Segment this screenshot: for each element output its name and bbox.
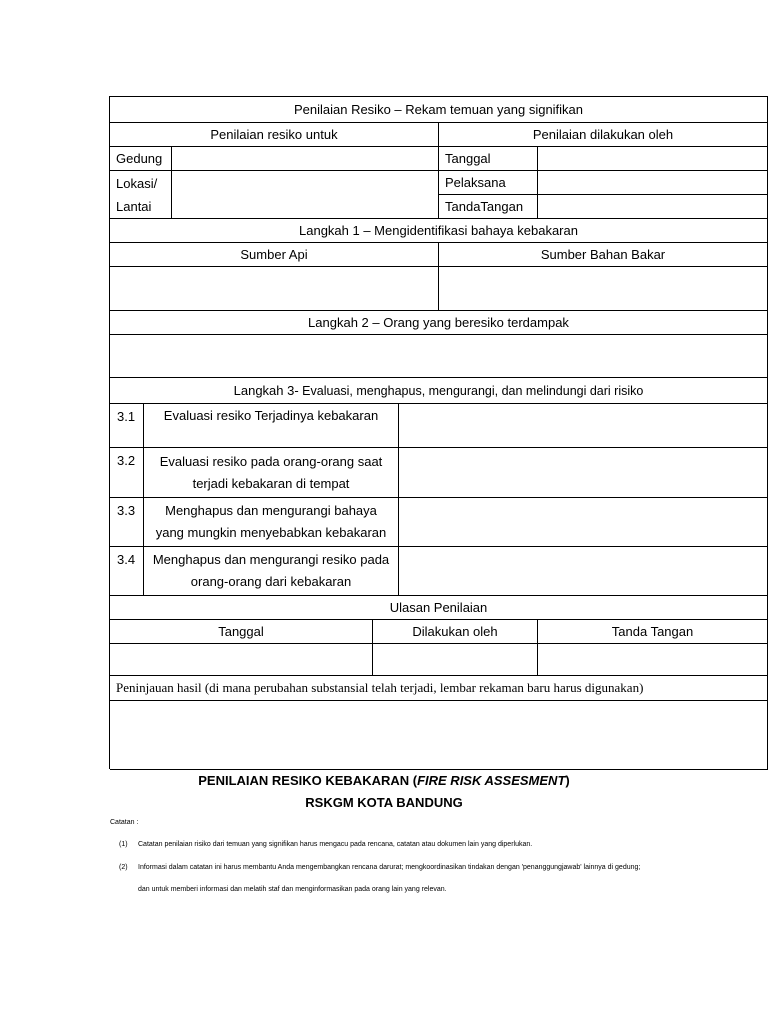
document-subtitle: RSKGM KOTA BANDUNG: [305, 795, 463, 810]
date-field[interactable]: [538, 147, 768, 171]
item-number: 3.3: [110, 498, 144, 547]
note-2-text: Informasi dalam catatan ini harus membantu Anda mengembangkan rencana darurat; mengkoordinasikan tindakan dengan 'penanggungjawab' lainnya di gedung;: [138, 864, 641, 871]
assessed-by-label: Penilaian dilakukan oleh: [439, 123, 768, 147]
location-label-line2: Lantai: [116, 199, 152, 214]
fuel-sources-label: Sumber Bahan Bakar: [439, 243, 768, 267]
note-1-number: (1): [119, 841, 128, 848]
item-text: Menghapus dan mengurangi resiko pada orang-orang dari kebakaran: [144, 547, 399, 596]
item-text: Evaluasi resiko Terjadinya kebakaran: [144, 404, 399, 448]
step3-prefix: Langkah 3-: [233, 382, 299, 398]
note-1-text: Catatan penilaian risiko dari temuan yang signifikan harus mengacu pada rencana, catatan atau dokumen lain yang diperlukan.: [138, 841, 533, 848]
location-label: [110, 171, 172, 219]
title-suffix: ): [565, 773, 570, 788]
item-number: 3.1: [110, 404, 144, 448]
item-answer-field[interactable]: [399, 498, 768, 547]
executor-field[interactable]: [538, 171, 768, 195]
item-number: 3.4: [110, 547, 144, 596]
building-field[interactable]: [172, 147, 439, 171]
review-title: Ulasan Penilaian: [110, 596, 768, 620]
ignition-sources-label: Sumber Api: [110, 243, 439, 267]
signature-field[interactable]: [538, 195, 768, 219]
fuel-sources-field[interactable]: [439, 267, 768, 311]
step3-text: Evaluasi, menghapus, mengurangi, dan melindungi dari risiko: [298, 383, 644, 398]
review-sign-field[interactable]: [538, 644, 768, 676]
notes-heading: Catatan :: [110, 819, 139, 826]
title-italic: FIRE RISK ASSESMENT: [417, 773, 566, 788]
ignition-sources-field[interactable]: [110, 267, 439, 311]
review-date-label: Tanggal: [110, 620, 373, 644]
executor-label: Pelaksana: [439, 171, 538, 195]
note-2-number: (2): [119, 864, 128, 871]
people-at-risk-field[interactable]: [110, 335, 768, 378]
item-text: Evaluasi resiko pada orang-orang saat terjadi kebakaran di tempat: [144, 448, 399, 498]
item-text: Menghapus dan mengurangi bahaya yang mungkin menyebabkan kebakaran: [144, 498, 399, 547]
step2-title: Langkah 2 – Orang yang beresiko terdampak: [110, 311, 768, 335]
form-header: Penilaian Resiko – Rekam temuan yang signifikan: [110, 97, 768, 123]
note-2-continuation: dan untuk memberi informasi dan melatih staf dan menginformasikan pada orang lain yang relevan.: [138, 886, 447, 893]
location-label-line1: Lokasi/: [116, 176, 158, 191]
review-sign-label: Tanda Tangan: [538, 620, 768, 644]
review-by-label: Dilakukan oleh: [373, 620, 538, 644]
item-answer-field[interactable]: [399, 547, 768, 596]
location-field[interactable]: [172, 171, 439, 219]
item-number: 3.2: [110, 448, 144, 498]
building-label: Gedung: [110, 147, 172, 171]
review-date-field[interactable]: [110, 644, 373, 676]
step3-title: [110, 378, 768, 404]
review-note: Peninjauan hasil (di mana perubahan substansial telah terjadi, lembar rekaman baru harus digunakan): [110, 676, 768, 701]
item-answer-field[interactable]: [399, 404, 768, 448]
date-label: Tanggal: [439, 147, 538, 171]
assessment-for-label: Penilaian resiko untuk: [110, 123, 439, 147]
review-by-field[interactable]: [373, 644, 538, 676]
review-result-field[interactable]: [110, 701, 768, 770]
document-title: [0, 773, 768, 788]
title-prefix: PENILAIAN RESIKO KEBAKARAN (: [198, 773, 418, 788]
signature-label: TandaTangan: [439, 195, 538, 219]
risk-assessment-form: [109, 96, 768, 769]
step1-title: Langkah 1 – Mengidentifikasi bahaya kebakaran: [110, 219, 768, 243]
item-answer-field[interactable]: [399, 448, 768, 498]
